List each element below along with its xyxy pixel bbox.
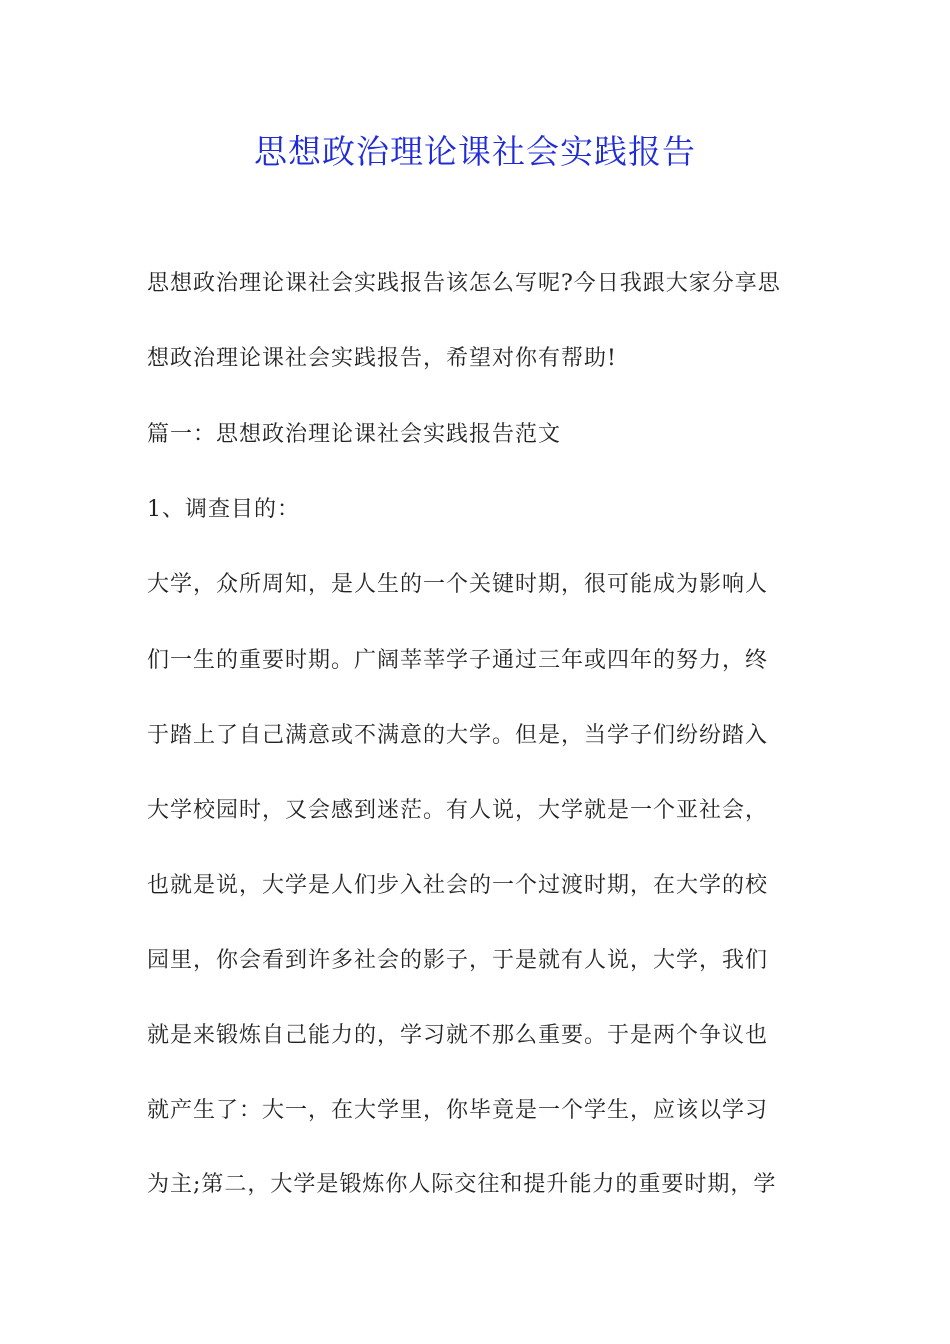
paragraph-line: 于踏上了自己满意或不满意的大学。但是，当学子们纷纷踏入 (147, 723, 769, 748)
paragraph-line: 大学，众所周知，是人生的一个关键时期，很可能成为影响人 (147, 572, 769, 597)
paragraph-line: 大学校园时，又会感到迷茫。有人说，大学就是一个亚社会， (147, 798, 769, 823)
paragraph-line: 为主;第二，大学是锻炼你人际交往和提升能力的重要时期，学 (147, 1172, 777, 1197)
document-title: 思想政治理论课社会实践报告 (254, 132, 696, 171)
paragraph-line: 们一生的重要时期。广阔莘莘学子通过三年或四年的努力，终 (147, 648, 769, 673)
paragraph-line: 思想政治理论课社会实践报告该怎么写呢?今日我跟大家分享思 (147, 271, 781, 296)
paragraph-line: 也就是说，大学是人们步入社会的一个过渡时期，在大学的校 (147, 873, 769, 898)
paragraph-line: 园里，你会看到许多社会的影子，于是就有人说，大学，我们 (147, 948, 769, 973)
paragraph-line: 就是来锻炼自己能力的，学习就不那么重要。于是两个争议也 (147, 1023, 769, 1048)
subsection-heading: 1、调查目的： (147, 497, 300, 522)
paragraph-line: 就产生了：大一，在大学里，你毕竟是一个学生，应该以学习 (147, 1098, 769, 1123)
section-heading: 篇一：思想政治理论课社会实践报告范文 (147, 422, 562, 447)
paragraph-line: 想政治理论课社会实践报告，希望对你有帮助! (147, 346, 617, 371)
